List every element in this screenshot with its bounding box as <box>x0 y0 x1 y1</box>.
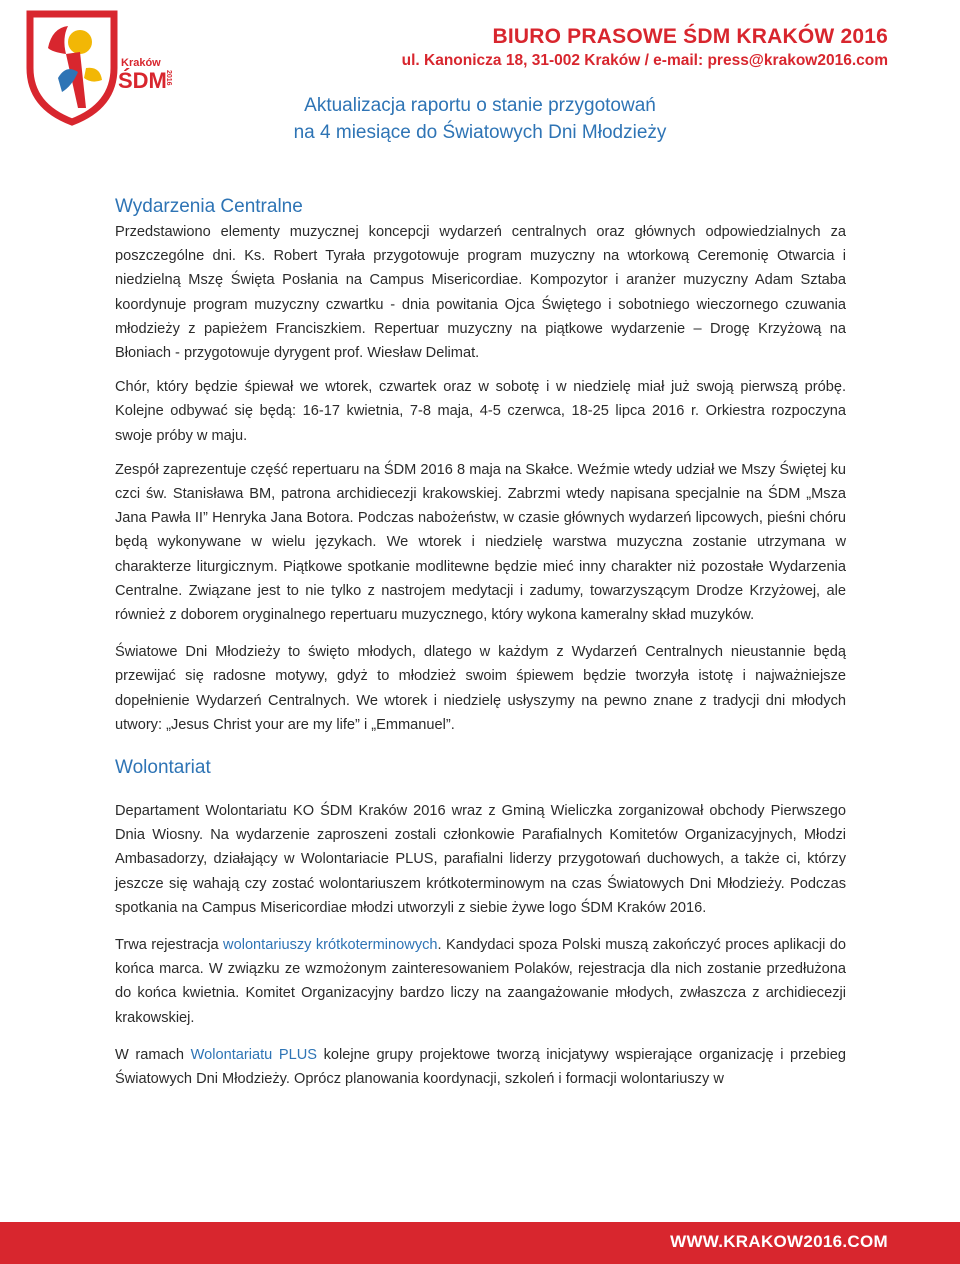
document-title-line-1: Aktualizacja raportu o stanie przygotowań <box>304 95 656 116</box>
volunteering-p3-text-start: W ramach <box>115 1046 191 1063</box>
press-office-title: BIURO PRASOWE ŚDM KRAKÓW 2016 <box>492 25 888 48</box>
logo-main-text: ŚDM <box>118 68 167 93</box>
central-events-paragraph-3: Zespół zaprezentuje część repertuaru na ŚDM 2016 8 maja na Skałce. Weźmie wtedy udział we Mszy Świętej ku czci św. Stanisława BM, patrona archidiecezji krakowskiej. Zabrzmi wtedy napisana specjalnie na ŚDM „Msza Jana Pawła II” Henryka Jana Botora. Podczas nabożeństw, w czasie głównych wydarzeń lipcowych, pieśni chóru będą wykonywane w wielu językach. We wtorek i niedzielę warstwa muzyczna zostanie utrzymana w charakterze liturgicznym. Piątkowe spotkanie modlitewne będzie mieć inny charakter niż pozostałe Wydarzenia Centralne. Związane jest to nie tylko z nastrojem medytacji i zadumy, towarzyszącym Drodze Krzyżowej, ale również z doborem oryginalnego repertuaru muzycznego, który wykona kameralny skład muzyków. <box>115 461 846 624</box>
press-office-header <box>402 25 888 71</box>
volunteering-p3-text-end: kolejne grupy projektowe tworzą inicjatywy wspierające organizację i przebieg Światowych Dni Młodzieży. Oprócz planowania koordynacji, szkoleń i formacji wolontariuszy w <box>115 1046 847 1088</box>
footer-website-url[interactable]: WWW.KRAKOW2016.COM <box>670 1232 888 1251</box>
document-body <box>115 194 846 1091</box>
short-term-volunteers-link[interactable]: wolontariuszy krótkoterminowych <box>223 937 438 954</box>
section-heading-volunteering: Wolontariat <box>115 757 211 779</box>
document-title <box>0 92 960 146</box>
volunteering-p2-text-end: . Kandydaci spoza Polski muszą zakończyć proces aplikacji do końca marca. W związku ze wzmożonym zainteresowaniem Polaków, rejestracja dla nich zostanie przedłużona do końca kwietnia. Komitet Organizacyjny bardzo liczy na zaangażowanie młodych, zwłaszcza z archidiecezji krakowskiej. <box>115 937 846 1026</box>
volunteering-plus-link[interactable]: Wolontariatu PLUS <box>190 1046 318 1063</box>
volunteering-paragraph-2 <box>115 933 846 1030</box>
press-office-address: ul. Kanonicza 18, 31-002 Kraków / e-mail: press@krakow2016.com <box>401 52 888 69</box>
logo-year-text: 2016 <box>165 70 172 86</box>
document-title-line-2: na 4 miesiące do Światowych Dni Młodzieży <box>293 122 667 143</box>
volunteering-p2-text-start: Trwa rejestracja <box>115 937 224 954</box>
central-events-paragraph-4: Światowe Dni Młodzieży to święto młodych, dlatego w każdym z Wydarzeń Centralnych nieustannie będą przewijać się radosne motywy, gdyż to młodzież swoim śpiewem będzie tworzyła istotę i najważniejsze dopełnienie Wydarzeń Centralnych. We wtorek i niedzielę usłyszymy na pewno znane z tradycji dni młodych utwory: „Jesus Christ your are my life” i „Emmanuel”. <box>115 644 846 733</box>
central-events-paragraph-1: Przedstawiono elementy muzycznej koncepcji wydarzeń centralnych oraz głównych odpowiedzialnych za poszczególne dni. Ks. Robert Tyrała przygotowuje program muzyczny na wtorkową Ceremonię Otwarcia i niedzielną Mszę Święta Posłania na Campus Misericordiae. Kompozytor i aranżer muzyczny Adam Sztaba koordynuje program muzyczny czwartku - dnia powitania Ojca Świętego i sobotniego wieczornego czuwania młodzieży z papieżem Franciszkiem. Repertuar muzyczny na piątkowe wydarzenie – Drogę Krzyżową na Błoniach - przygotowuje dyrygent prof. Wiesław Delimat. <box>115 224 846 362</box>
logo-city-text: Kraków <box>121 57 161 69</box>
volunteering-paragraph-3 <box>115 1043 846 1091</box>
section-heading-central-events: Wydarzenia Centralne <box>115 196 303 217</box>
volunteering-paragraph-1: Departament Wolontariatu KO ŚDM Kraków 2016 wraz z Gminą Wieliczka zorganizował obchody Pierwszego Dnia Wiosny. Na wydarzenie zaproszeni zostali członkowie Parafialnych Komitetów Organizacyjnych, Młodzi Ambasadorzy, działający w Wolontariacie PLUS, parafialni liderzy przygotowań duchowych, a także ci, którzy jeszcze się wahają czy zostać wolontariuszem krótkoterminowym na czas Światowych Dni Młodzieży. Podczas spotkania na Campus Misericordiae młodzi utworzyli z siebie żywe logo ŚDM Kraków 2016. <box>115 803 846 916</box>
central-events-paragraph-2: Chór, który będzie śpiewał we wtorek, czwartek oraz w sobotę i w niedzielę miał już swoją pierwszą próbę. Kolejne odbywać się będą: 16-17 kwietnia, 7-8 maja, 4-5 czerwca, 18-25 lipca 2016 r. Orkiestra rozpoczyna swoje próby w maju. <box>115 379 846 444</box>
